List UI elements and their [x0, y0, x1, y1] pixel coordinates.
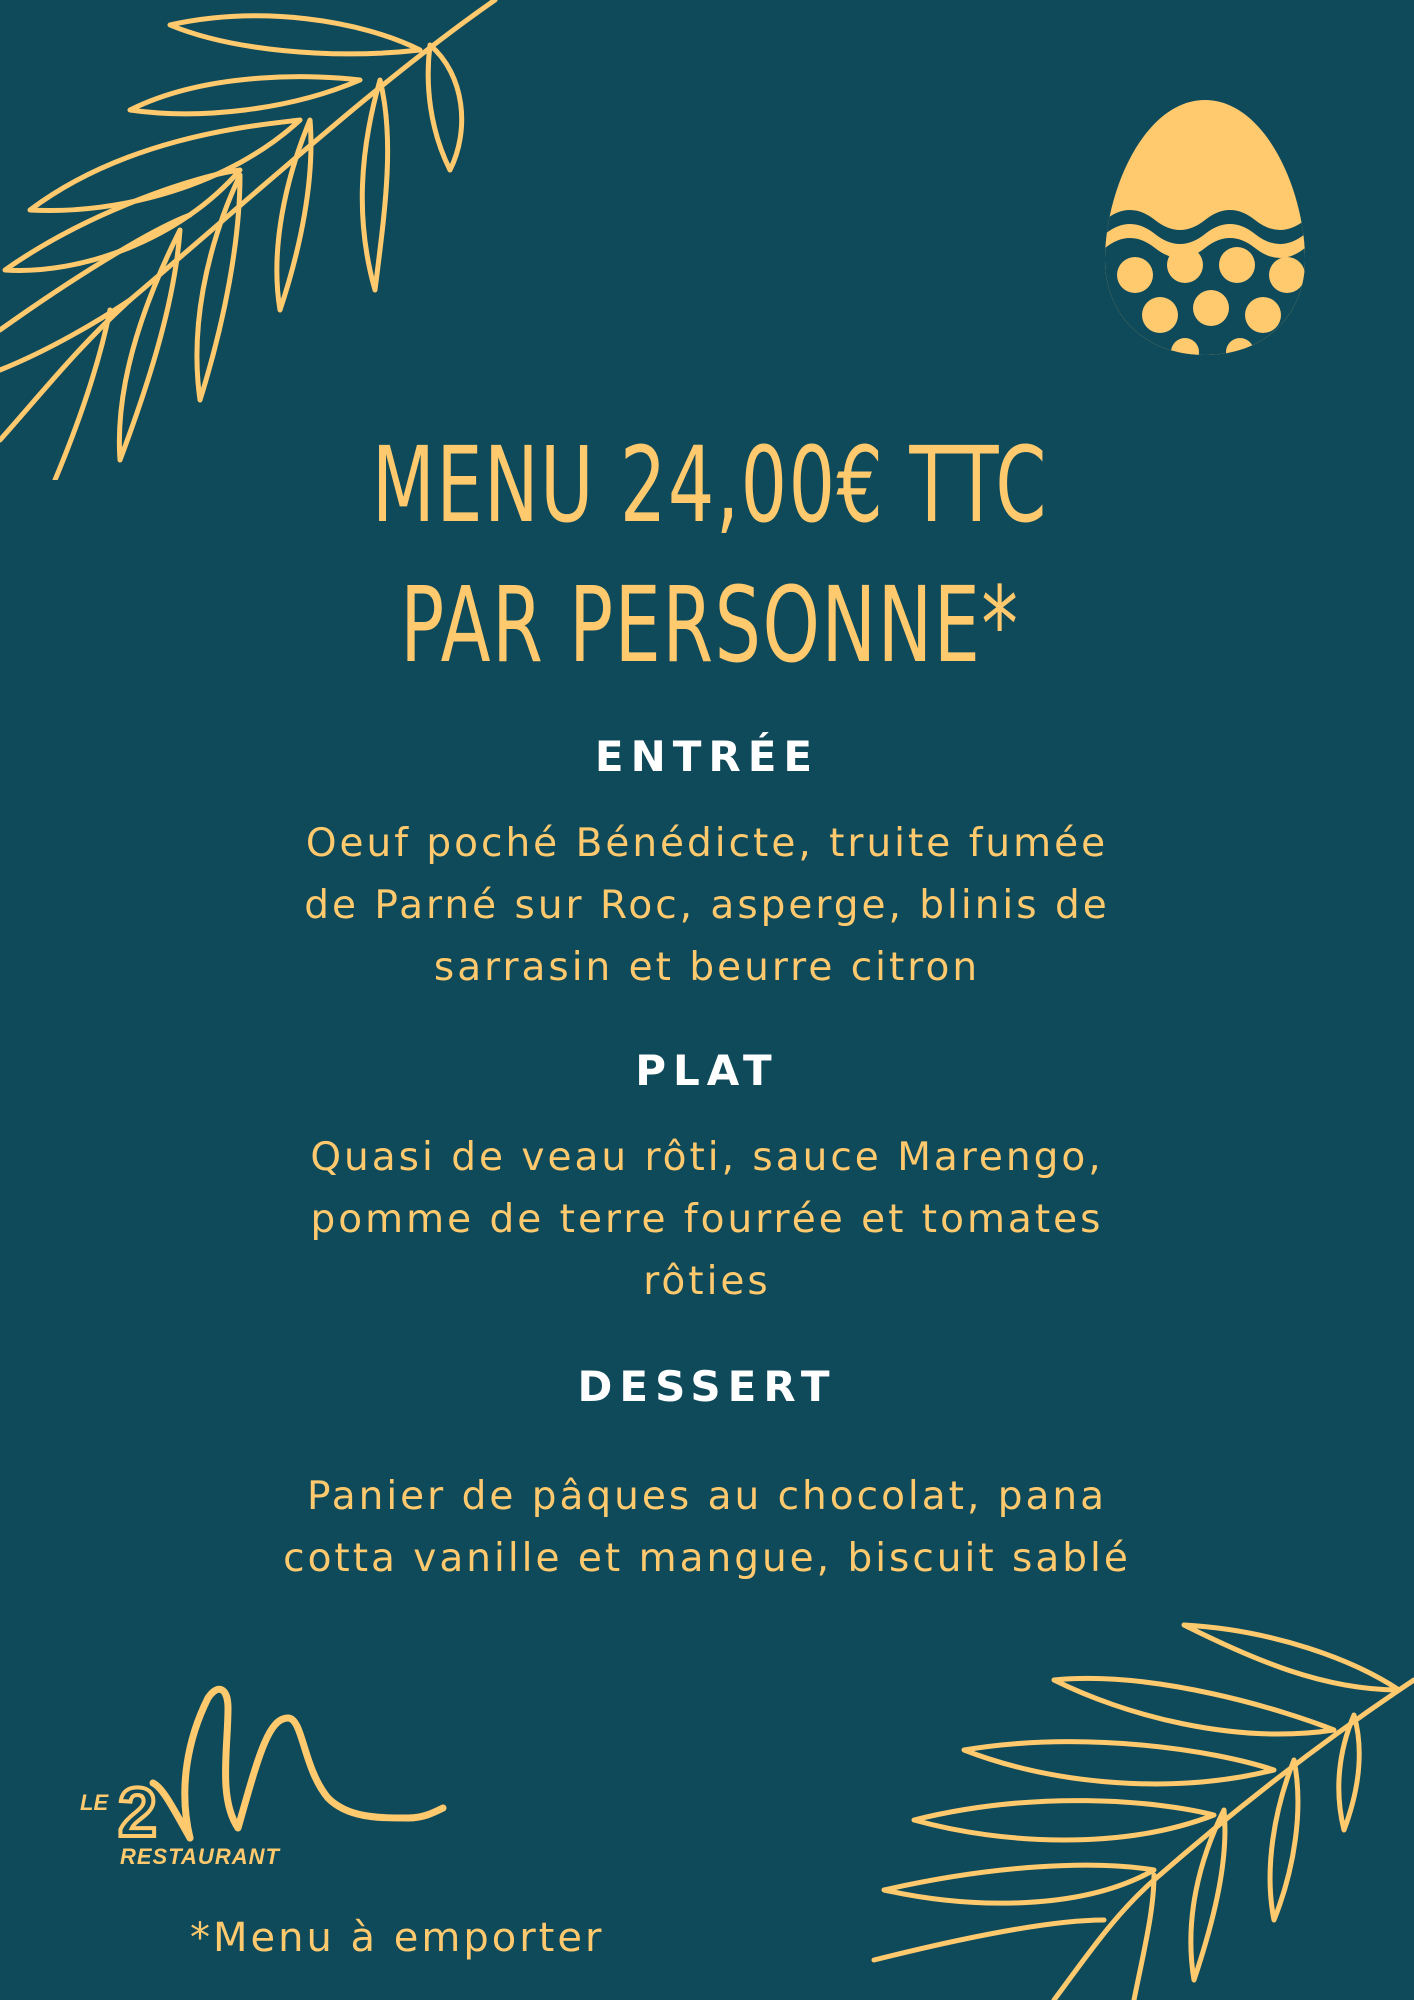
logo-number: 2 [118, 1773, 157, 1851]
section-line: de Parné sur Roc, asperge, blinis de [304, 883, 1110, 928]
section-heading-entree: ENTRÉE [594, 732, 820, 781]
section-text-entree [200, 813, 1214, 999]
section-line: pomme de terre fourrée et tomates [310, 1197, 1104, 1242]
logo-prefix: LE [80, 1790, 109, 1815]
menu-title-line2: PAR PERSONNE* [400, 564, 1020, 686]
leaf-branch-bottom-decoration [854, 1620, 1414, 2000]
section-line: sarrasin et beurre citron [433, 945, 981, 990]
section-line: Quasi de veau rôti, sauce Marengo, [310, 1135, 1104, 1180]
section-text-plat [200, 1127, 1214, 1313]
menu-title-line1: MENU 24,00€ TTC [371, 424, 1048, 546]
section-line: cotta vanille et mangue, biscuit sablé [283, 1536, 1131, 1581]
menu-title [158, 415, 1261, 695]
easter-egg-icon [1105, 100, 1305, 355]
section-text-dessert [200, 1466, 1214, 1590]
section-line: Oeuf poché Bénédicte, truite fumée [305, 821, 1109, 866]
section-line: Panier de pâques au chocolat, pana [306, 1474, 1108, 1519]
logo-subtitle: RESTAURANT [120, 1844, 280, 1869]
restaurant-logo [78, 1678, 478, 1878]
section-heading-dessert: DESSERT [577, 1362, 837, 1411]
footnote-takeaway: *Menu à emporter [190, 1915, 605, 1961]
leaf-branch-top-decoration [0, 0, 500, 480]
section-line: rôties [643, 1259, 771, 1304]
section-heading-plat: PLAT [635, 1046, 779, 1095]
